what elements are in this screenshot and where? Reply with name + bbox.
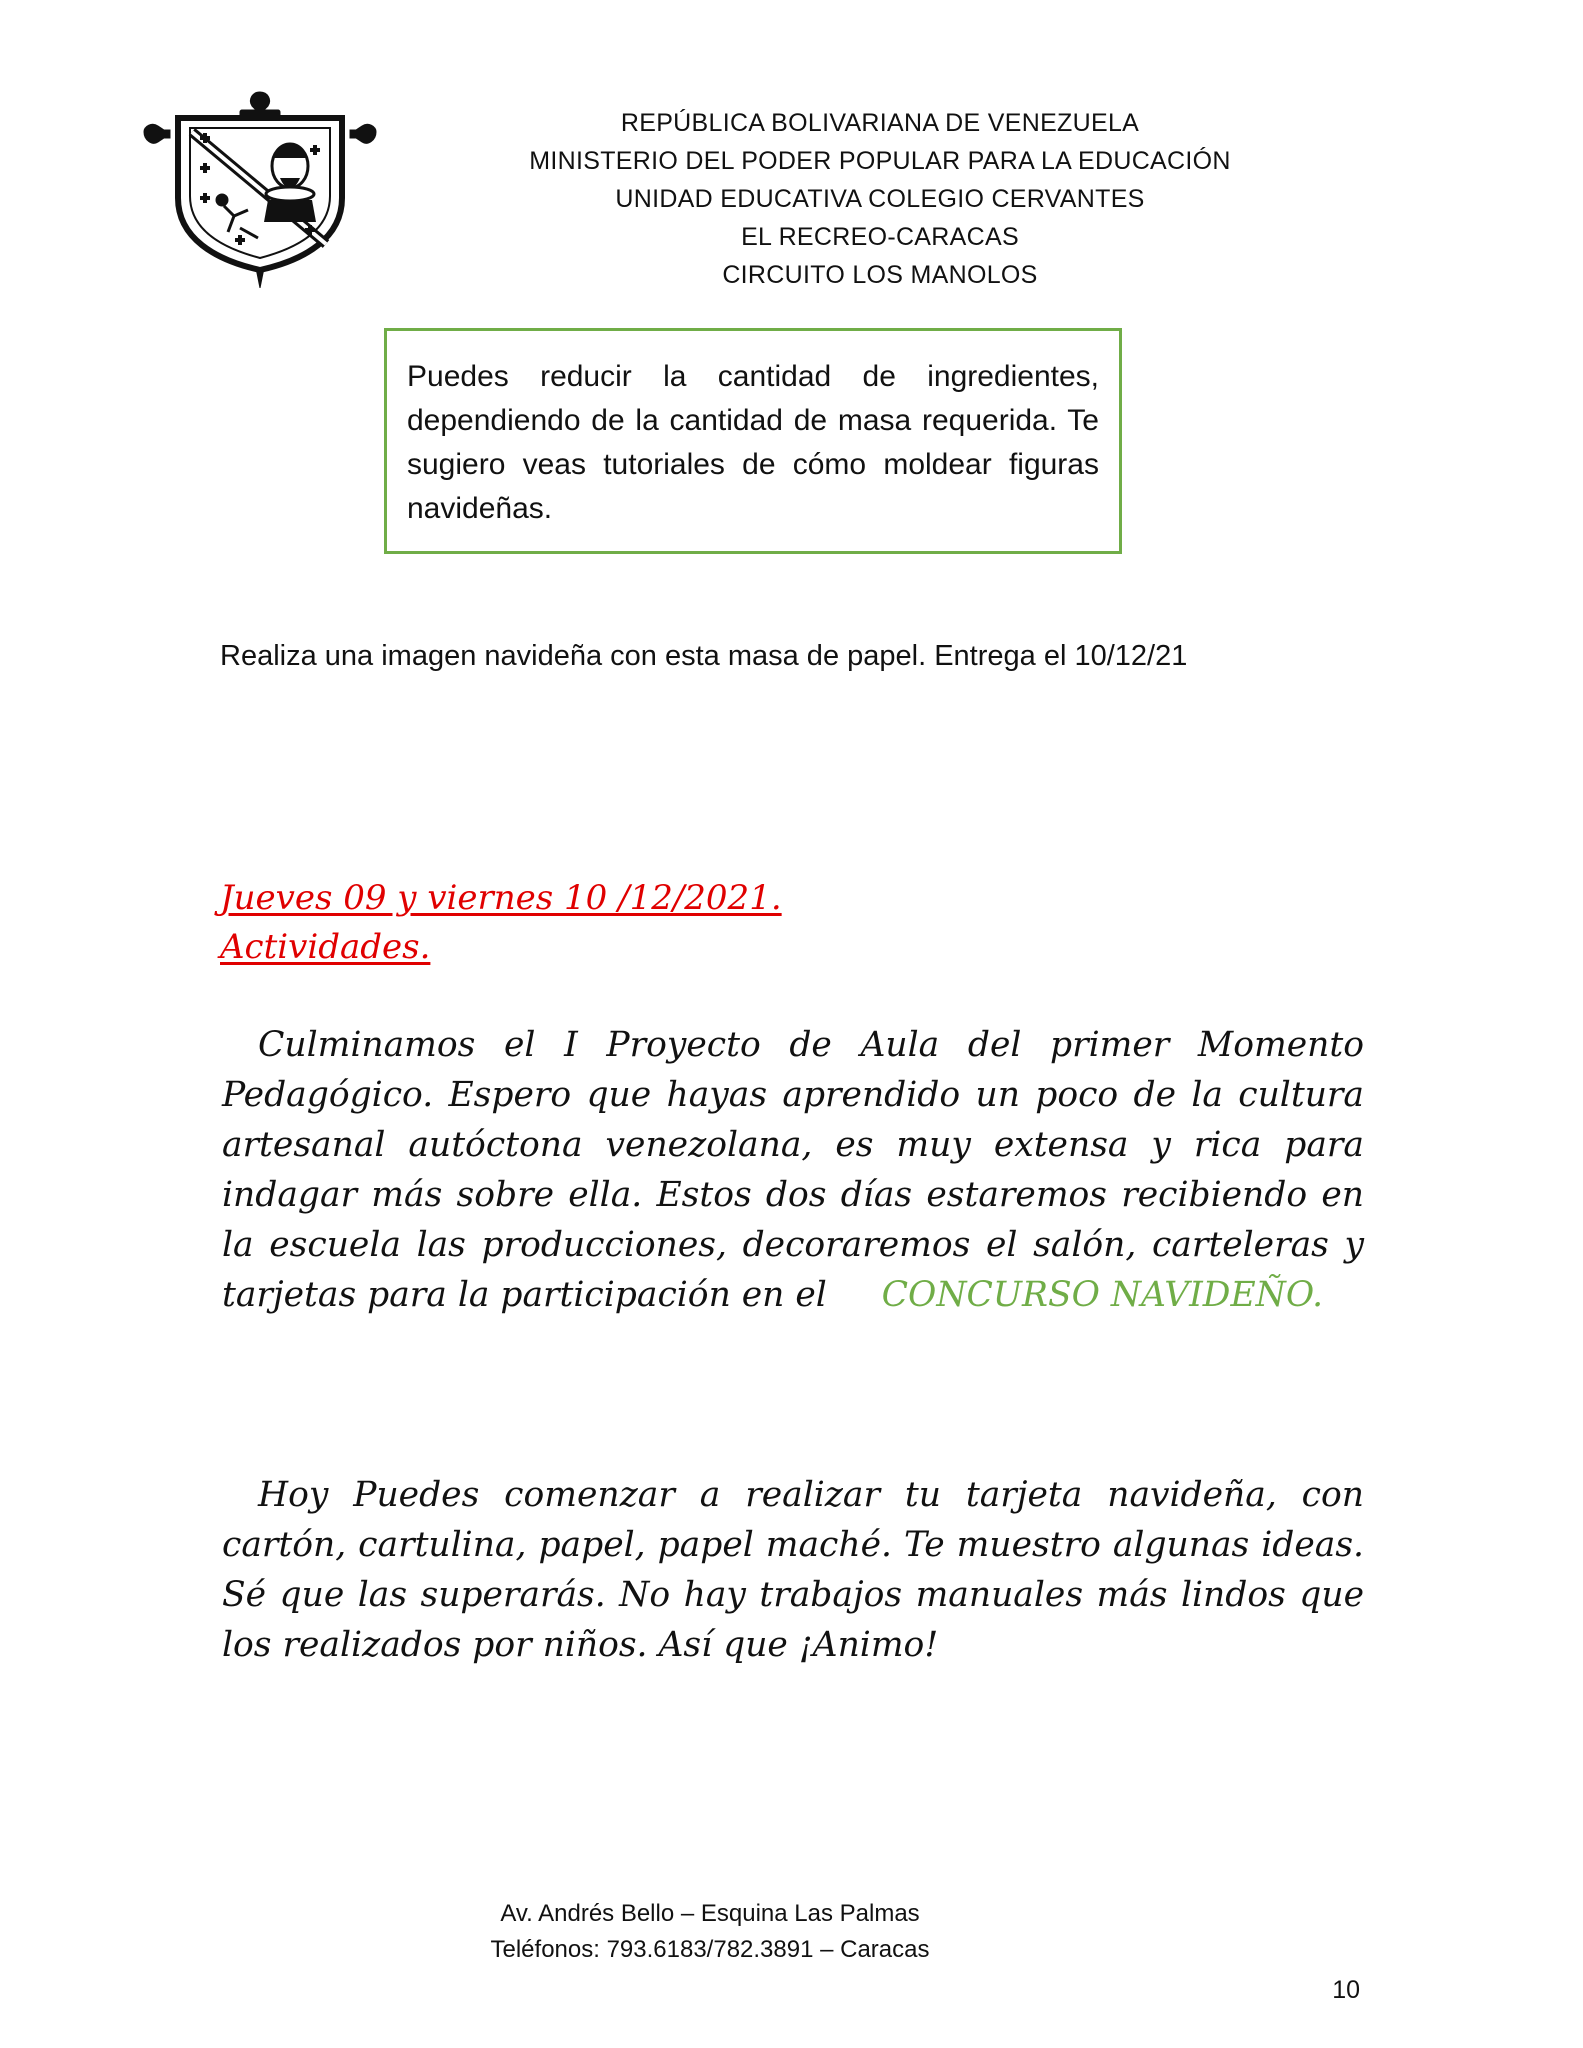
header-line-circuit: CIRCUITO LOS MANOLOS	[722, 261, 1038, 289]
header-line-republic: REPÚBLICA BOLIVARIANA DE VENEZUELA	[620, 109, 1140, 137]
paragraph-1-text: Culminamos el I Proyecto de Aula del primer Momento Pedagógico. Espero que hayas aprendido un poco de la cultura artesanal autóctona venezolana, es muy extensa y rica para indagar más sobre ella. Estos dos días estaremos recibiendo en la escuela las producciones, decoraremos el salón, carteleras y tarjetas para la participación en el	[222, 1025, 1364, 1315]
activities-date-line: Jueves 09 y viernes 10 /12/2021.	[220, 878, 782, 918]
assignment-instruction: Realiza una imagen navideña con esta masa de papel. Entrega el 10/12/21	[220, 640, 1188, 672]
footer-phones: Teléfonos: 793.6183/782.3891 – Caracas	[490, 1936, 930, 1963]
header-line-ministry: MINISTERIO DEL PODER POPULAR PARA LA EDUCACIÓN	[529, 147, 1231, 175]
activities-heading	[220, 874, 1420, 972]
activities-paragraph-2: Hoy Puedes comenzar a realizar tu tarjeta navideña, con cartón, cartulina, papel, papel maché. Te muestro algunas ideas. Sé que las superarás. No hay trabajos manuales más lindos que los realizados por niños. Así que ¡Animo!	[222, 1475, 1364, 1665]
header-line-location: EL RECREO-CARACAS	[741, 223, 1019, 251]
page-number: 10	[1332, 1976, 1360, 2004]
ingredients-note-text: Puedes reducir la cantidad de ingredientes, dependiendo de la cantidad de masa requerida. Te sugiero veas tutoriales de cómo moldear figuras navideñas.	[407, 360, 1099, 525]
ingredients-note-box	[384, 328, 1122, 554]
christmas-contest-label: CONCURSO NAVIDEÑO.	[881, 1275, 1324, 1315]
header-line-school: UNIDAD EDUCATIVA COLEGIO CERVANTES	[615, 185, 1145, 213]
school-crest-icon	[140, 88, 380, 288]
page-footer	[470, 1896, 950, 1968]
footer-address: Av. Andrés Bello – Esquina Las Palmas	[500, 1900, 920, 1927]
activities-title: Actividades.	[220, 927, 431, 967]
activities-paragraph-1	[222, 1020, 1364, 1320]
school-header	[450, 104, 1310, 294]
